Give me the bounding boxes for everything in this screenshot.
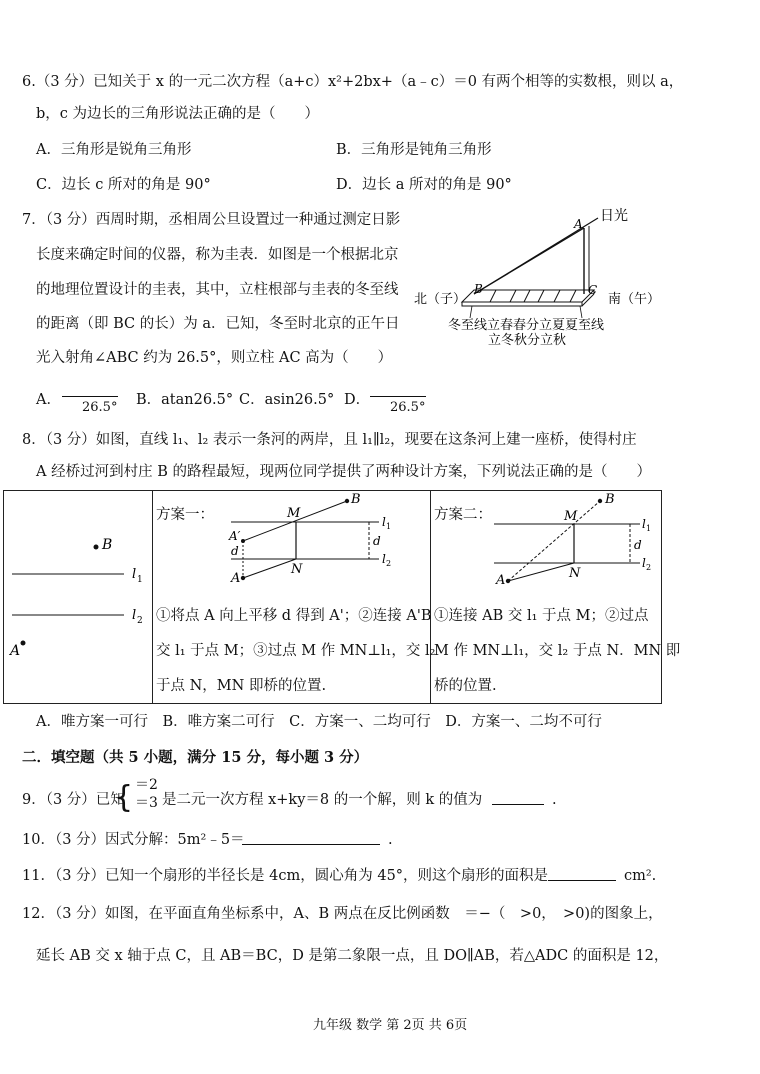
- line-l1-subscript: 1: [137, 575, 143, 585]
- q11-prefix: 11．（3 分）已知一个扇形的半径长是 4cm，圆心角为 45°，则这个扇形的面积是: [22, 868, 549, 884]
- line-l1-label: l: [132, 567, 137, 582]
- plan1-point-b: B: [351, 492, 361, 507]
- q7-line2: 长度来确定时间的仪器，称为圭表．如图是一个根据北京: [36, 247, 399, 263]
- solar-terms-label-1: 冬至线立春春分立夏夏至线: [448, 318, 605, 333]
- plan2-line-l1-sub: 1: [646, 524, 652, 533]
- plan2-point-b: B: [605, 492, 615, 507]
- plan1-point-n: N: [291, 562, 303, 577]
- q6-line2: b，c 为边长的三角形说法正确的是（ ）: [36, 106, 320, 122]
- q10-prefix: 10．（3 分）因式分解：5m²﹣5＝: [22, 832, 245, 848]
- q12-line2: 延长 AB 交 x 轴于点 C，且 AB＝BC，D 是第二象限一点，且 DO∥AB，若△ADC 的面积是 12，: [36, 948, 669, 964]
- plan1-point-m: M: [287, 506, 301, 521]
- q10-end: .: [388, 832, 393, 848]
- plan1-distance-d: d: [231, 544, 239, 558]
- solar-terms-label-2: 立冬秋分立秋: [488, 333, 567, 348]
- plan1-text-3: 于点 N，MN 即桥的位置.: [156, 678, 327, 694]
- q7-line1: 7．（3 分）西周时期，丞相周公旦设置过一种通过测定日影: [22, 212, 401, 228]
- q9-suffix: 是二元一次方程 x+ky＝8 的一个解，则 k 的值为: [162, 792, 483, 808]
- plan1-title: 方案一：: [156, 507, 214, 523]
- plan2-text-1: ①连接 AB 交 l₁ 于点 M；②过点: [434, 608, 649, 624]
- q7-line3: 的地理位置设计的圭表，其中，立柱根部与圭表的冬至线: [36, 282, 399, 298]
- gnomon-figure: [412, 206, 662, 348]
- q7-option-a-fraction-bar: [62, 396, 118, 397]
- point-b-label: B: [102, 537, 113, 553]
- plan2-point-a: A: [496, 573, 506, 588]
- point-b-label: B: [474, 282, 483, 296]
- section2-title: 二．填空题（共 5 小题，满分 15 分，每小题 3 分）: [22, 749, 369, 766]
- table-divider-2: [430, 491, 431, 703]
- q11-answer-blank[interactable]: [548, 866, 616, 881]
- q7-option-a-label: A．: [36, 392, 61, 408]
- point-c-label: C: [588, 283, 598, 297]
- sun-label: 日光: [600, 208, 628, 224]
- plan1-line-l1-sub: 1: [386, 522, 392, 531]
- ray-ab-line: [474, 228, 584, 294]
- plan2-text-2: M 作 MN⊥l₁，交 l₂ 于点 N．MN 即: [434, 643, 681, 659]
- q7-line4: 的距离（即 BC 的长）为 a．已知，冬至时北京的正午日: [36, 316, 400, 332]
- q11-unit: cm².: [624, 868, 657, 884]
- plan1-line-l1: l: [382, 515, 386, 529]
- q6-option-b: B．三角形是钝角三角形: [336, 142, 492, 158]
- plan1-line-l2-sub: 2: [386, 559, 392, 568]
- north-label: 北（子）: [414, 292, 467, 307]
- q9-end: .: [552, 792, 557, 808]
- base-plate-front: [462, 302, 582, 306]
- plan1-point-a: A: [231, 571, 241, 586]
- q9-prefix: 9．（3 分）已知: [22, 792, 125, 808]
- plan2-line-l1: l: [642, 517, 646, 531]
- q7-option-c: C．asin26.5°: [239, 392, 335, 408]
- q7-line5: 光入射角∠ABC 约为 26.5°，则立柱 AC 高为（ ）: [36, 350, 393, 366]
- q9-value-top: ＝2: [135, 777, 158, 793]
- plan2-figure: [482, 492, 660, 588]
- plan1-text-1: ①将点 A 向上平移 d 得到 A'；②连接 A'B: [156, 608, 432, 624]
- q10-answer-blank[interactable]: [242, 830, 380, 845]
- page-footer: 九年级 数学 第 2页 共 6页: [313, 1018, 468, 1033]
- plan2-text-3: 桥的位置.: [434, 678, 497, 694]
- point-a-label: A: [574, 217, 583, 231]
- q8-line2: A 经桥过河到村庄 B 的路程最短，现两位同学提供了两种设计方案，下列说法正确的是（ ）: [36, 464, 651, 480]
- plan2-point-m: M: [564, 509, 578, 524]
- q6-option-c: C．边长 c 所对的角是 90°: [36, 177, 211, 193]
- plan1-figure: [219, 492, 392, 586]
- q9-value-bottom: ＝3: [135, 795, 158, 811]
- plan2-point-n: N: [569, 566, 581, 581]
- q6-option-a: A．三角形是锐角三角形: [36, 142, 192, 158]
- q12-line1: 12．（3 分）如图，在平面直角坐标系中，A、B 两点在反比例函数 ＝−（ >0， >0)的图象上，: [22, 906, 663, 922]
- point-a-label: A: [10, 643, 21, 659]
- q9-brace: {: [114, 780, 134, 815]
- q7-option-d-fraction-bar: [370, 396, 426, 397]
- q8-options: A．唯方案一可行 B．唯方案二可行 C．方案一、二均可行 D．方案一、二均不可行: [36, 714, 602, 730]
- q7-option-d-label: D．: [344, 392, 371, 408]
- q6-option-d: D．边长 a 所对的角是 90°: [336, 177, 512, 193]
- plan1-line-l2: l: [382, 552, 386, 566]
- q8-line1: 8．（3 分）如图，直线 l₁、l₂ 表示一条河的两岸，且 l₁∥l₂，现要在这条河上建一座桥，使得村庄: [22, 432, 637, 448]
- south-label: 南（午）: [608, 292, 661, 307]
- q7-option-b: B．atan26.5°: [136, 392, 234, 408]
- q8-plan-table: [3, 490, 681, 704]
- plan2-line-l2-sub: 2: [646, 563, 652, 572]
- plan1-text-2: 交 l₁ 于点 M；③过点 M 作 MN⊥l₁，交 l₂: [156, 643, 436, 659]
- q9-answer-blank[interactable]: [492, 790, 544, 805]
- line-l2-subscript: 2: [137, 616, 143, 626]
- q6-line1: 6.（3 分）已知关于 x 的一元二次方程（a+c）x²+2bx+（a﹣c）＝0 有两个相等的实数根，则以 a，: [22, 74, 684, 90]
- plan1-point-a-prime: A′: [229, 529, 241, 543]
- plan2-title: 方案二：: [434, 507, 492, 523]
- q7-option-a-denominator: 26.5°: [82, 400, 118, 415]
- table-divider-1: [152, 491, 153, 703]
- plan1-distance-d2: d: [373, 534, 381, 548]
- plan2-line-l2: l: [642, 556, 646, 570]
- q7-option-d-denominator: 26.5°: [390, 400, 426, 415]
- river-figure: [4, 491, 151, 703]
- line-l2-label: l: [132, 608, 137, 623]
- plan2-distance-d: d: [634, 538, 642, 552]
